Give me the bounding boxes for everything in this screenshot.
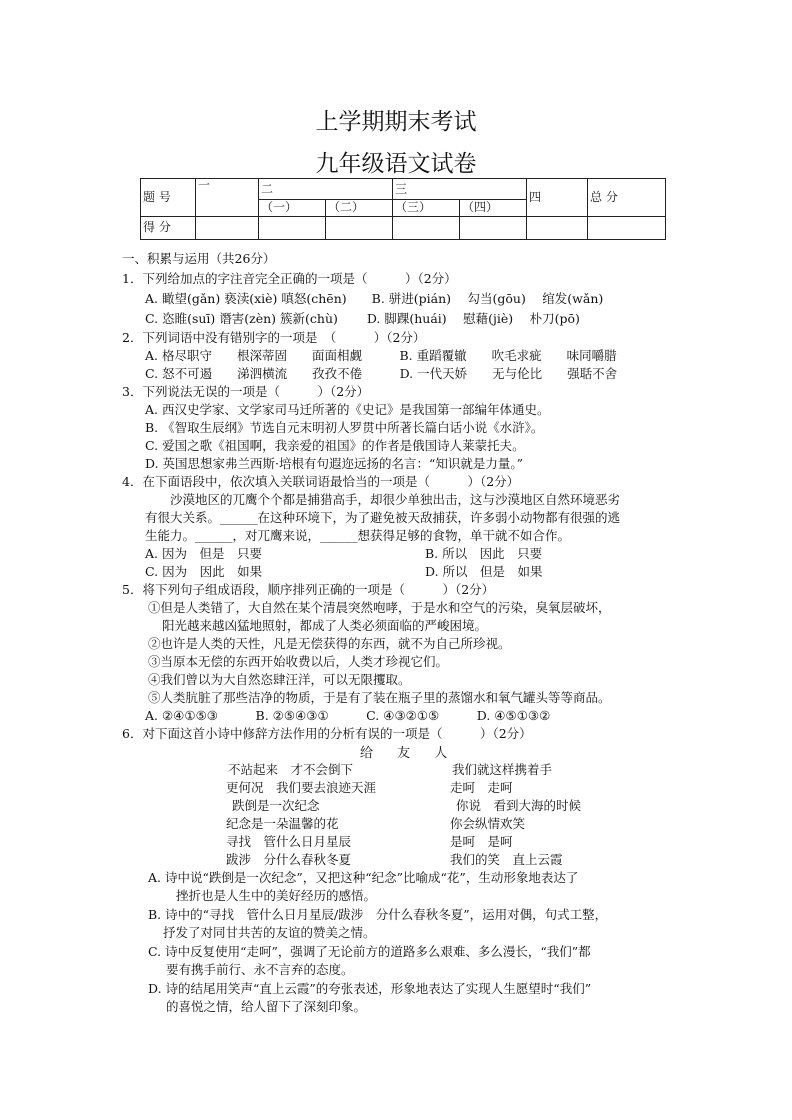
question-3: 3．下列说法无误的一项是（ ）（2分） [122, 384, 370, 399]
q1-options-cd: C. 恣睢(suī) 谮害(zèn) 簇新(chù) D. 脚踝(huái) 慰藉(jiè) 朴刀(pō) [145, 311, 580, 326]
score-cell [196, 216, 259, 239]
poem-line-left: 纪念是一朵温馨的花 [226, 816, 339, 831]
question-1: 1．下列给加点的字注音完全正确的一项是（ ）（2分） [122, 271, 457, 286]
q6-option-a: A. 诗中说“跌倒是一次纪念”，又把这种“纪念”比喻成“花”，生动形象地表达了 [148, 870, 579, 885]
question-4: 4．在下面语段中，依次填入关联词语最恰当的一项是（ ）（2分） [122, 474, 520, 489]
section-one-header: 一 [196, 179, 259, 217]
score-cell [460, 216, 527, 239]
q4-option-b: B. 所以 因此 只要 [425, 546, 543, 561]
q4-passage-line: 沙漠地区的兀鹰个个都是捕猎高手，却很少单独出击，这与沙漠地区自然环境恶劣 [170, 492, 621, 507]
q4-option-a: A. 因为 但是 只要 [145, 546, 262, 561]
score-table [140, 178, 666, 240]
poem-line-right: 我们就这样携着手 [452, 762, 553, 777]
poem-line-left: 跋涉 分什么春秋冬夏 [226, 852, 352, 867]
score-cell [393, 216, 460, 239]
poem-line-left: 跌倒是一次纪念 [232, 798, 320, 813]
q2-options-cd: C. 怒不可遏 涕泗横流 孜孜不倦 D. 一代天娇 无与伦比 强聒不舍 [145, 366, 618, 381]
q3-option-c: C. 爱国之歌《祖国啊，我亲爱的祖国》的作者是俄国诗人莱蒙托夫。 [145, 438, 525, 453]
q4-passage-line: 有很大关系。______在这种环境下，为了避免被天敌捕获，许多弱小动物都有很强的逃 [145, 510, 621, 525]
q6-option-a-cont: 挫折也是人生中的美好经历的感悟。 [176, 888, 377, 903]
poem-line-right: 我们的笑 直上云霞 [450, 852, 563, 867]
poem-line-right: 是呵 是呵 [450, 834, 513, 849]
q5-sentence-1-cont: 阳光越来越凶猛地照射，都成了人类必须面临的严峻困境。 [162, 618, 488, 633]
poem-line-left: 寻找 管什么日月星辰 [226, 834, 352, 849]
q6-option-d: D. 诗的结尾用笑声“直上云霞”的夸张表述，形象地表达了实现人生愿望时“我们” [148, 981, 592, 996]
q6-option-b: B. 诗中的“寻找 管什么日月星辰/跋涉 分什么春秋冬夏”，运用对偶，句式工整， [148, 907, 608, 922]
q3-option-a: A. 西汉史学家、文学家司马迁所著的《史记》是我国第一部编年体通史。 [145, 402, 550, 417]
sub-header-2: （二） [326, 200, 393, 217]
score-cell [527, 216, 588, 239]
q6-option-c-cont: 要有携手前行、永不言弃的态度。 [166, 962, 354, 977]
q6-option-d-cont: 的喜悦之情，给人留下了深刻印象。 [166, 999, 367, 1014]
question-5: 5．将下列句子组成语段，顺序排列正确的一项是（ ）（2分） [122, 582, 495, 597]
sub-header-1: （一） [259, 200, 326, 217]
poem-line-left: 更何况 我们要去浪迹天涯 [226, 780, 377, 795]
score-cell [588, 216, 666, 239]
q5-options: A. ②④①⑤③ B. ②⑤④③① C. ④③②①⑤ D. ④⑤①③② [145, 708, 551, 723]
q1-options-ab: A. 瞰望(gǎn) 亵渎(xiè) 嗔怒(chēn) B. 骈进(pián) 勾当(gōu) 绾发(wǎn) [145, 291, 604, 306]
q5-sentence-2: ②也许是人类的天性，凡是无偿获得的东西，就不为自己所珍视。 [148, 636, 511, 651]
poem-line-right: 走呵 走呵 [450, 780, 513, 795]
score-row-label: 得 分 [141, 216, 196, 239]
score-cell [259, 216, 326, 239]
question-2: 2．下列词语中没有错别字的一项是 （ ）（2分） [122, 330, 426, 345]
q3-option-b: B. 《智取生辰纲》节选自元末明初人罗贯中所著长篇白话小说《水浒》。 [145, 420, 544, 435]
sub-header-4: （四） [460, 200, 527, 217]
q6-option-c: C. 诗中反复使用“走呵”，强调了无论前方的道路多么艰难、多么漫长，“我们”都 [148, 944, 591, 959]
question-6: 6．对下面这首小诗中修辞方法作用的分析有误的一项是（ ）（2分） [122, 726, 532, 741]
total-score-header: 总 分 [588, 179, 666, 217]
table-header-label: 题 号 [141, 179, 196, 217]
q5-sentence-4: ④我们曾以为大自然恣肆汪洋，可以无限攫取。 [148, 672, 411, 687]
q5-sentence-5: ⑤人类肮脏了那些洁净的物质，于是有了装在瓶子里的蒸馏水和氧气罐头等等商品。 [148, 690, 611, 705]
q2-options-ab: A. 格尽职守 根深蒂固 面面相觑 B. 重蹈覆辙 吹毛求疵 味同嚼腊 [145, 348, 617, 363]
section-three-header: 三 [393, 179, 527, 200]
section-four-header: 四 [527, 179, 588, 217]
score-cell [326, 216, 393, 239]
section-two-header: 二 [259, 179, 393, 200]
poem-title: 给 友 人 [360, 746, 458, 761]
poem-line-right: 你会纵情欢笑 [450, 816, 526, 831]
sub-header-3: （三） [393, 200, 460, 217]
q4-passage-line: 生能力。______，对兀鹰来说，______想获得足够的食物，单干就不如合作。 [145, 528, 571, 543]
q5-sentence-3: ③当原本无偿的东西开始收费以后，人类才珍视它们。 [148, 654, 449, 669]
section-heading: 一、积累与运用（共26分） [122, 251, 276, 266]
q3-option-d: D. 英国思想家弗兰西斯·培根有句遐迩远扬的名言：“知识就是力量。” [145, 456, 524, 471]
q5-sentence-1: ①但是人类错了，大自然在某个清晨突然咆哮，于是水和空气的污染，臭氧层破坏， [148, 600, 611, 615]
exam-subtitle: 九年级语文试卷 [315, 151, 477, 177]
q4-option-d: D. 所以 但是 如果 [425, 564, 543, 579]
exam-title: 上学期期末考试 [315, 109, 477, 135]
q6-option-b-cont: 抒发了对同甘共苦的友谊的赞美之情。 [163, 925, 376, 940]
q4-option-c: C. 因为 因此 如果 [145, 564, 263, 579]
poem-line-left: 不站起来 才不会倒下 [228, 762, 354, 777]
poem-line-right: 你说 看到大海的时候 [456, 798, 582, 813]
